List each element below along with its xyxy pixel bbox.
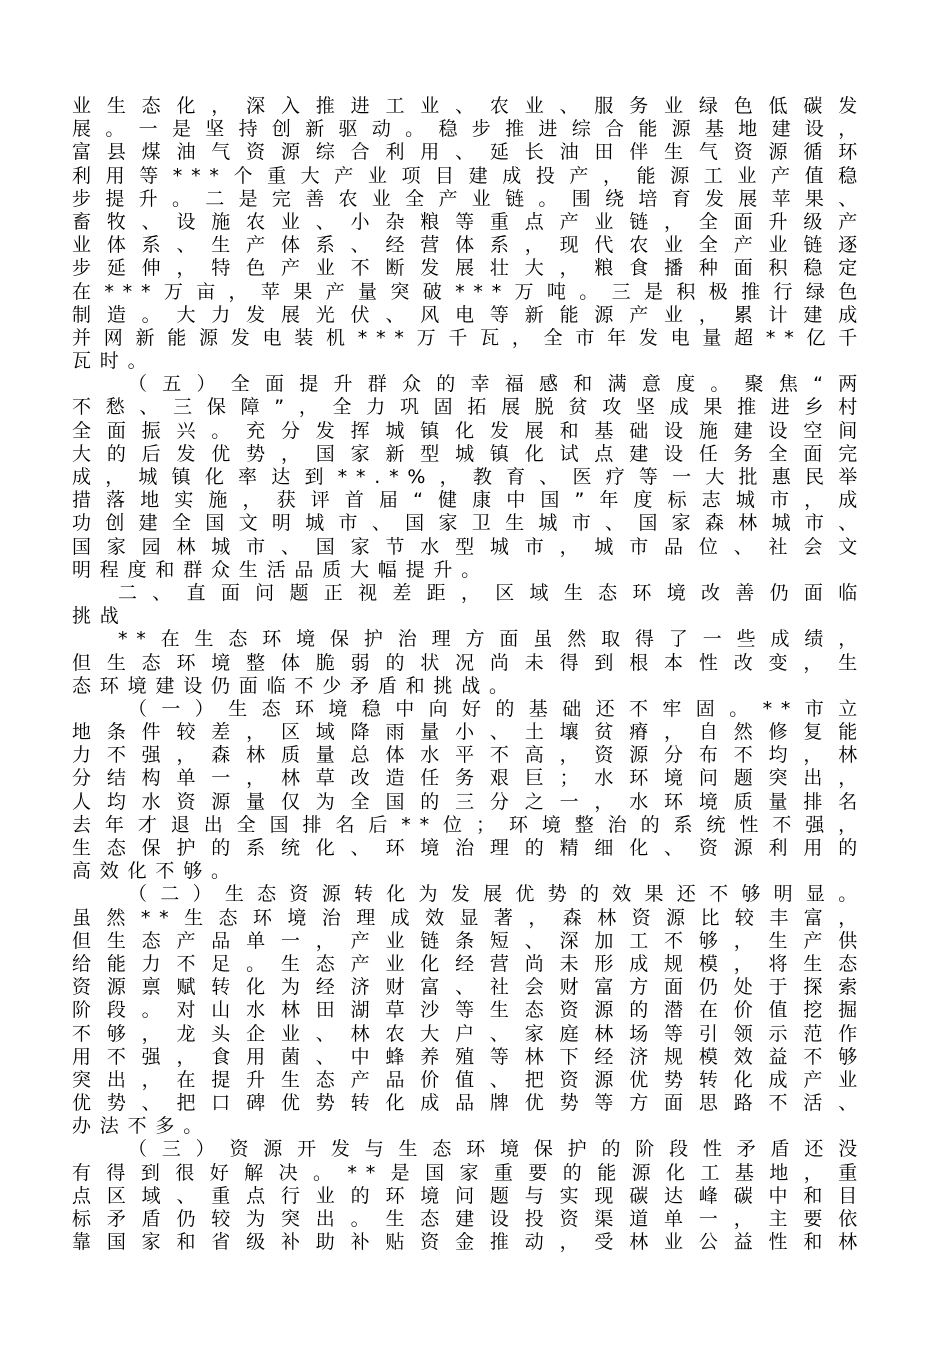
text-line: 人均水资源量仅为全国的三分之一，水环境质量排名	[72, 790, 866, 813]
text-line: 用不强，食用菌、中蜂养殖等林下经济规模效益不够	[72, 1045, 866, 1068]
chapter-heading-2: 二、直面问题正视差距，区域生态环境改善仍面临	[118, 581, 866, 604]
text-line: 业生态化，深入推进工业、农业、服务业绿色低碳发	[72, 95, 866, 117]
text-line: 虽然**生态环境治理成效显著，森林资源比较丰富，	[72, 906, 866, 929]
text-line: 全面振兴。充分发挥城镇化发展和基础设施建设空间	[72, 419, 866, 442]
text-line: 力不强，森林质量总体水平不高，资源分布不均，林	[72, 744, 866, 767]
text-line: 国家园林城市、国家节水型城市，城市品位、社会文	[72, 535, 866, 558]
text-line: 不够，龙头企业、林农大户、家庭林场等引领示范作	[72, 1022, 866, 1045]
text-line: 措落地实施，获评首届“健康中国”年度标志城市，成	[72, 489, 866, 512]
text-line: 不愁、三保障”，全力巩固拓展脱贫攻坚成果推进乡村	[72, 396, 866, 419]
text-line: 优势、把口碑优势转化成品牌优势等方面思路不活、	[72, 1092, 866, 1115]
text-line: 态环境建设仍面临不少矛盾和挑战。	[72, 674, 517, 697]
text-line: 地条件较差，区域降雨量小、土壤贫瘠，自然修复能	[72, 721, 866, 744]
text-line: 大的后发优势，国家新型城镇化试点建设任务全面完	[72, 442, 866, 465]
text-line: 但生态环境整体脆弱的状况尚未得到根本性改变，生	[72, 651, 866, 674]
text-line: 资源禀赋转化为经济财富、社会财富方面仍处于探索	[72, 976, 866, 999]
text-line: 但生态产品单一，产业链条短、深加工不够，生产供	[72, 929, 866, 952]
text-line: 明程度和群众生活品质大幅提升。	[72, 558, 490, 581]
document-body	[72, 95, 866, 1254]
text-line: 利用等***个重大产业项目建成投产，能源工业产值稳	[72, 164, 866, 187]
text-line: 业体系、生产体系、经营体系，现代农业全产业链逐	[72, 234, 866, 257]
section-heading-3: （三）资源开发与生态环境保护的阶段性矛盾还没	[128, 1138, 866, 1161]
text-line: 在***万亩，苹果产量突破***万吨。三是积极推行绿色	[72, 280, 866, 303]
text-line: 高效化不够。	[72, 860, 239, 883]
text-line: 突出，在提升生态产品价值、把资源优势转化成产业	[72, 1068, 866, 1091]
text-line: **在生态环境保护治理方面虽然取得了一些成绩，	[118, 628, 866, 651]
text-line: 点区域、重点行业的环境问题与实现碳达峰碳中和目	[72, 1184, 866, 1207]
text-line: 成，城镇化率达到**.*%，教育、医疗等一大批惠民举	[72, 466, 866, 488]
text-line: 制造。大力发展光伏、风电等新能源产业，累计建成	[72, 303, 866, 326]
text-line: 去年才退出全国排名后**位；环境整治的系统性不强，	[72, 813, 866, 836]
text-line: 畜牧、设施农业、小杂粮等重点产业链，全面升级产	[72, 210, 866, 233]
text-line: 富县煤油气资源综合利用、延长油田伴生气资源循环	[72, 141, 866, 164]
text-line: 生态保护的系统化、环境治理的精细化、资源利用的	[72, 837, 866, 859]
text-line: 步提升。二是完善农业全产业链。围绕培育发展苹果、	[72, 187, 866, 210]
text-line: 办法不多。	[72, 1115, 212, 1138]
text-line: 功创建全国文明城市、国家卫生城市、国家森林城市、	[72, 512, 866, 535]
text-line: 标矛盾仍较为突出。生态建设投资渠道单一，主要依	[72, 1208, 866, 1230]
text-line: 并网新能源发电装机***万千瓦，全市年发电量超**亿千	[72, 326, 866, 349]
section-heading-2: （二）生态资源转化为发展优势的效果还不够明显。	[128, 883, 866, 906]
text-line: 有得到很好解决。**是国家重要的能源化工基地，重	[72, 1161, 866, 1184]
section-heading-5: （五）全面提升群众的幸福感和满意度。聚焦“两	[128, 373, 866, 396]
section-heading-1: （一）生态环境稳中向好的基础还不牢固。**市立	[128, 697, 866, 720]
text-line: 展。一是坚持创新驱动。稳步推进综合能源基地建设，	[72, 118, 866, 141]
chapter-heading-2-cont: 挑战	[72, 605, 128, 628]
text-line: 分结构单一，林草改造任务艰巨；水环境问题突出，	[72, 767, 866, 790]
text-line: 瓦时。	[72, 350, 156, 373]
text-line: 阶段。对山水林田湖草沙等生态资源的潜在价值挖掘	[72, 999, 866, 1022]
text-line: 步延伸，特色产业不断发展壮大，粮食播种面积稳定	[72, 257, 866, 280]
text-line: 靠国家和省级补助补贴资金推动，受林业公益性和林	[72, 1231, 866, 1254]
text-line: 给能力不足。生态产业化经营尚未形成规模，将生态	[72, 952, 866, 975]
